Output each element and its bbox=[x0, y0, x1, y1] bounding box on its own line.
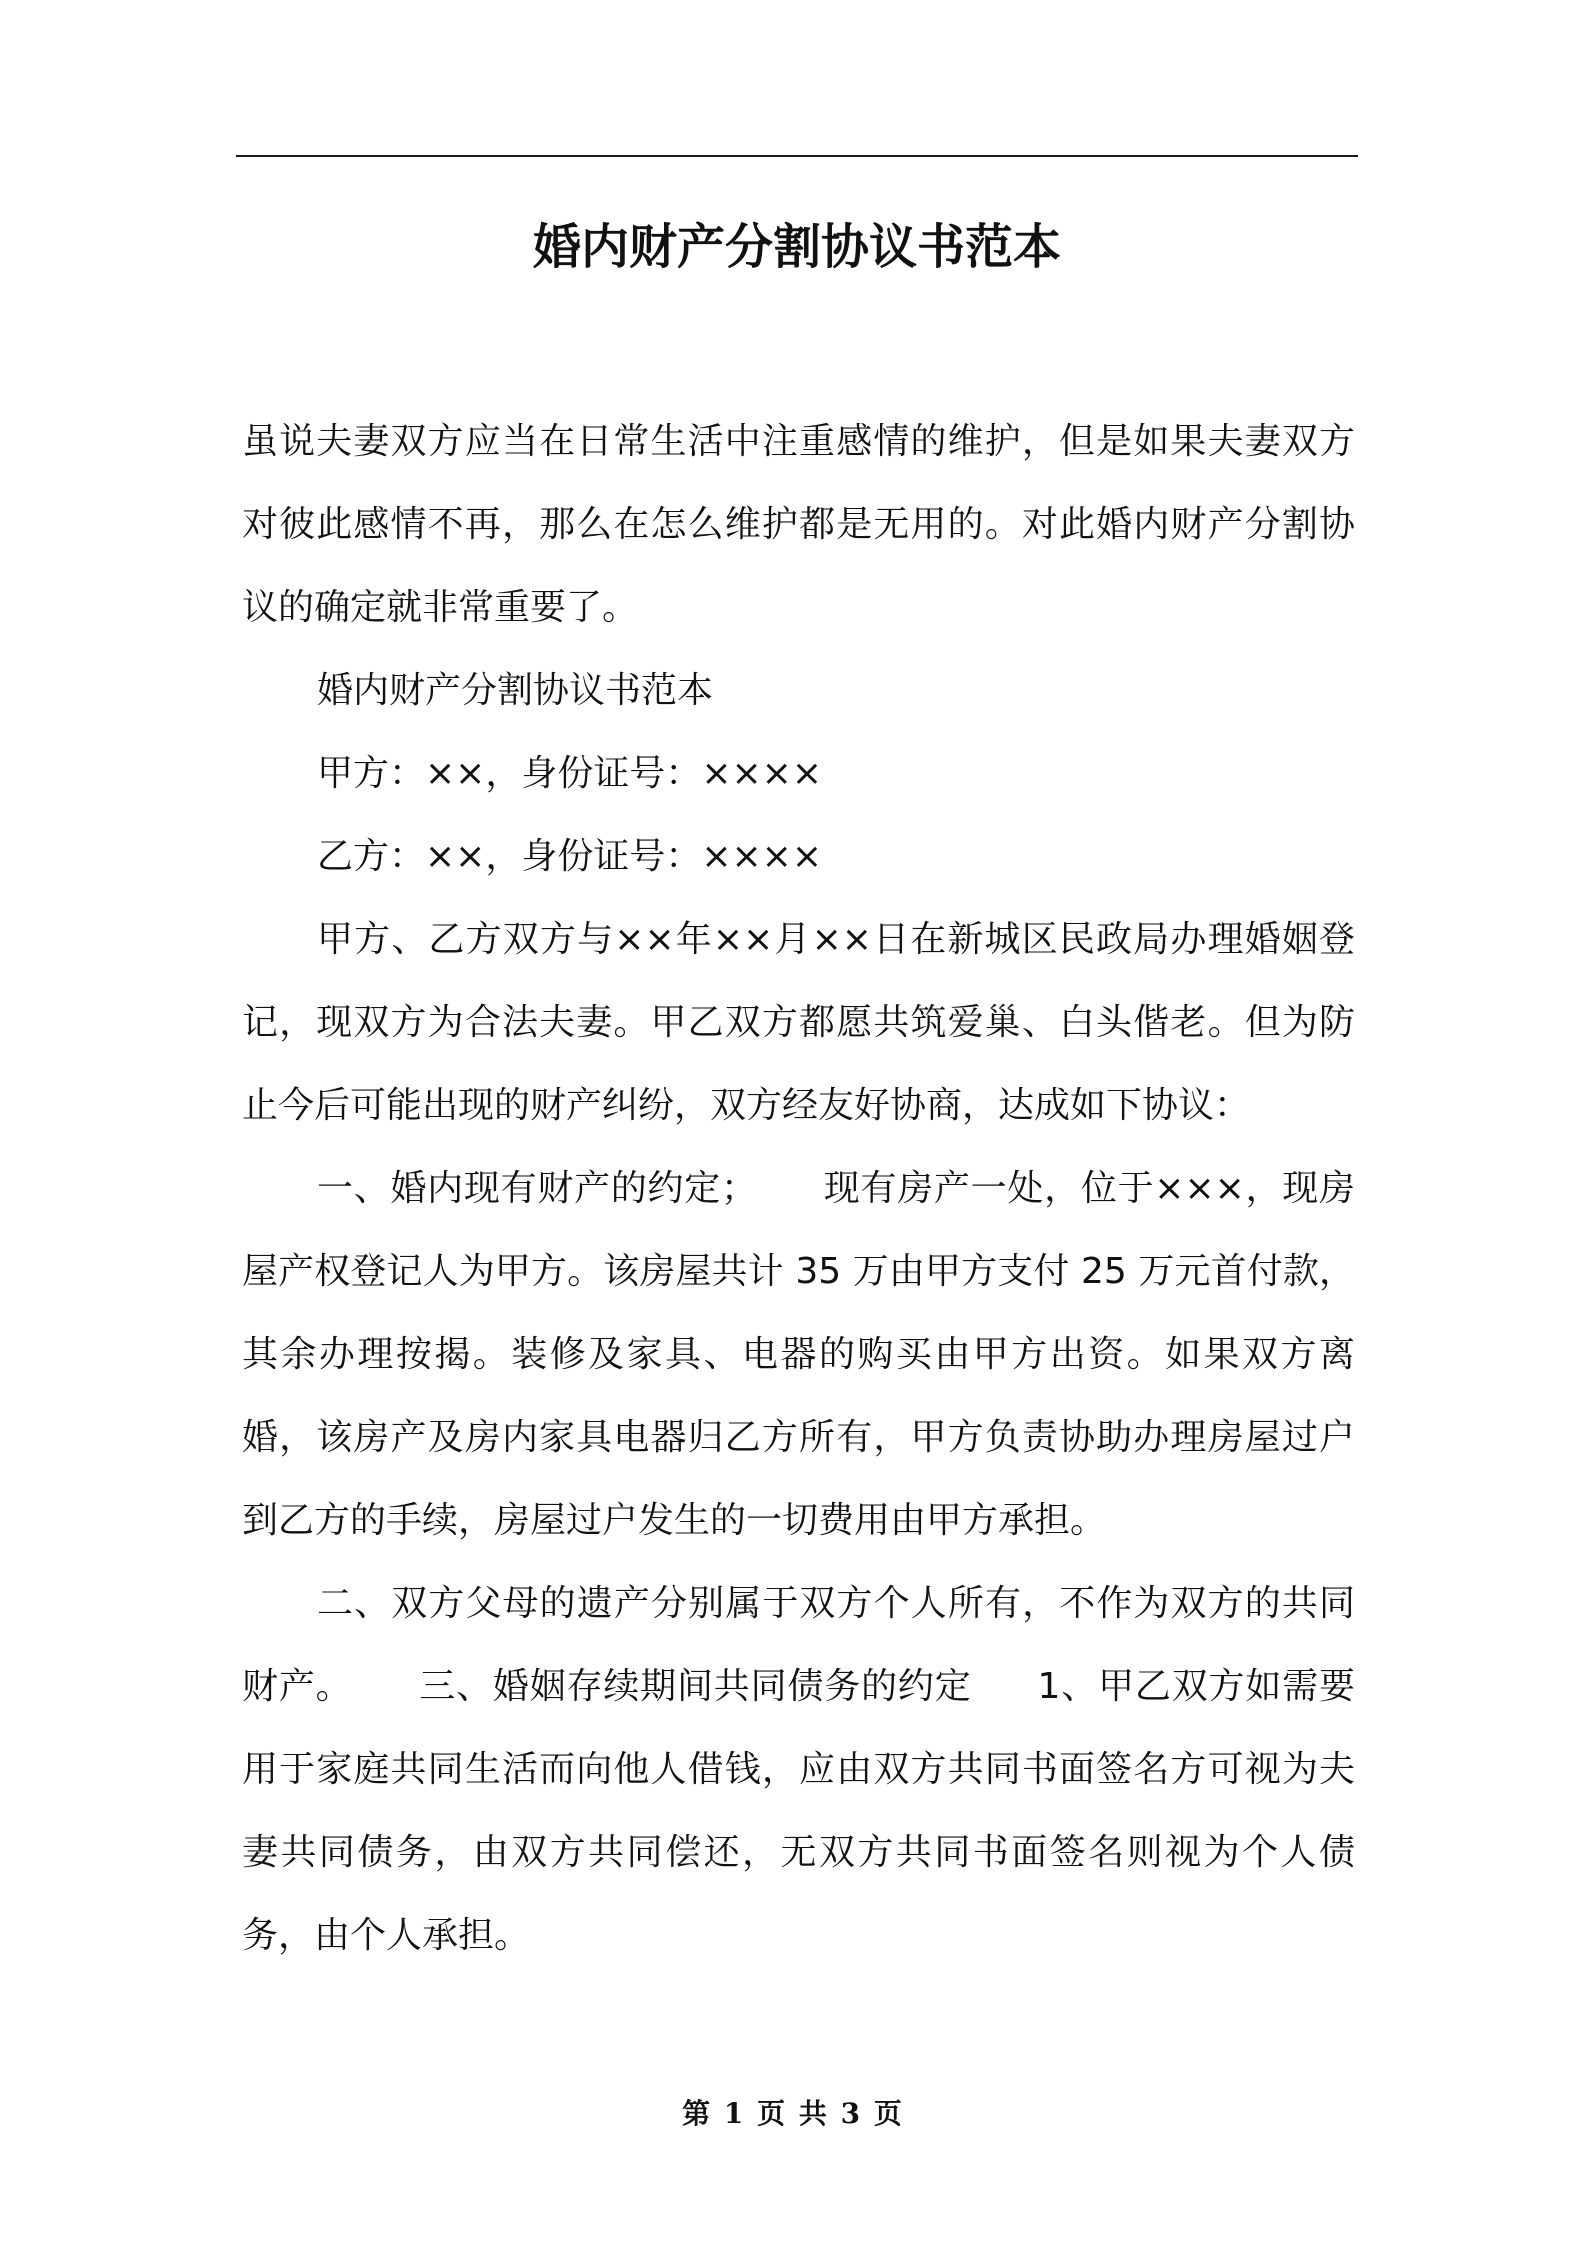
header-rule bbox=[236, 155, 1358, 157]
clause-2-text: 二、双方父母的遗产分别属于双方个人所有，不作为双方的共同财产。 bbox=[242, 1583, 1355, 1707]
subtitle-line: 婚内财产分割协议书范本 bbox=[317, 670, 714, 711]
clause-3-heading: 三、婚姻存续期间共同债务的约定 bbox=[418, 1666, 972, 1707]
page-indicator: 第 1 页 共 3 页 bbox=[682, 2097, 904, 2130]
clause-1-paragraph bbox=[242, 1147, 1355, 1562]
clause-1-body: 现有房产一处，位于×××，现房屋产权登记人为甲方。该房屋共计 35 万由甲方支付 25 万元首付款，其余办理按揭。装修及家具、电器的购买由甲方出资。如果双方离婚，该房产及房内家具电器归乙方所有，甲方负责协助办理房屋过户到乙方的手续，房屋过户发生的一切费用由甲方承担。 bbox=[242, 1168, 1355, 1541]
clause-2-3-paragraph bbox=[242, 1562, 1355, 1977]
clause-1-heading: 一、婚内现有财产的约定； bbox=[317, 1168, 758, 1209]
party-a-line: 甲方：××，身份证号：×××× bbox=[317, 753, 822, 794]
document-title: 婚内财产分割协议书范本 bbox=[532, 219, 1061, 275]
clause-3-item-1: 1、甲乙双方如需要用于家庭共同生活而向他人借钱，应由双方共同书面签名方可视为夫妻共同债务，由双方共同偿还，无双方共同书面签名则视为个人债务，由个人承担。 bbox=[242, 1666, 1355, 1956]
preamble-paragraph: 甲方、乙方双方与××年××月××日在新城区民政局办理婚姻登记，现双方为合法夫妻。甲乙双方都愿共筑爱巢、白头偕老。但为防止今后可能出现的财产纠纷，双方经友好协商，达成如下协议： bbox=[242, 919, 1355, 1126]
document-body bbox=[242, 400, 1355, 1977]
party-b-line: 乙方：××，身份证号：×××× bbox=[317, 836, 822, 877]
intro-paragraph: 虽说夫妻双方应当在日常生活中注重感情的维护，但是如果夫妻双方对彼此感情不再，那么在怎么维护都是无用的。对此婚内财产分割协议的确定就非常重要了。 bbox=[242, 421, 1355, 628]
